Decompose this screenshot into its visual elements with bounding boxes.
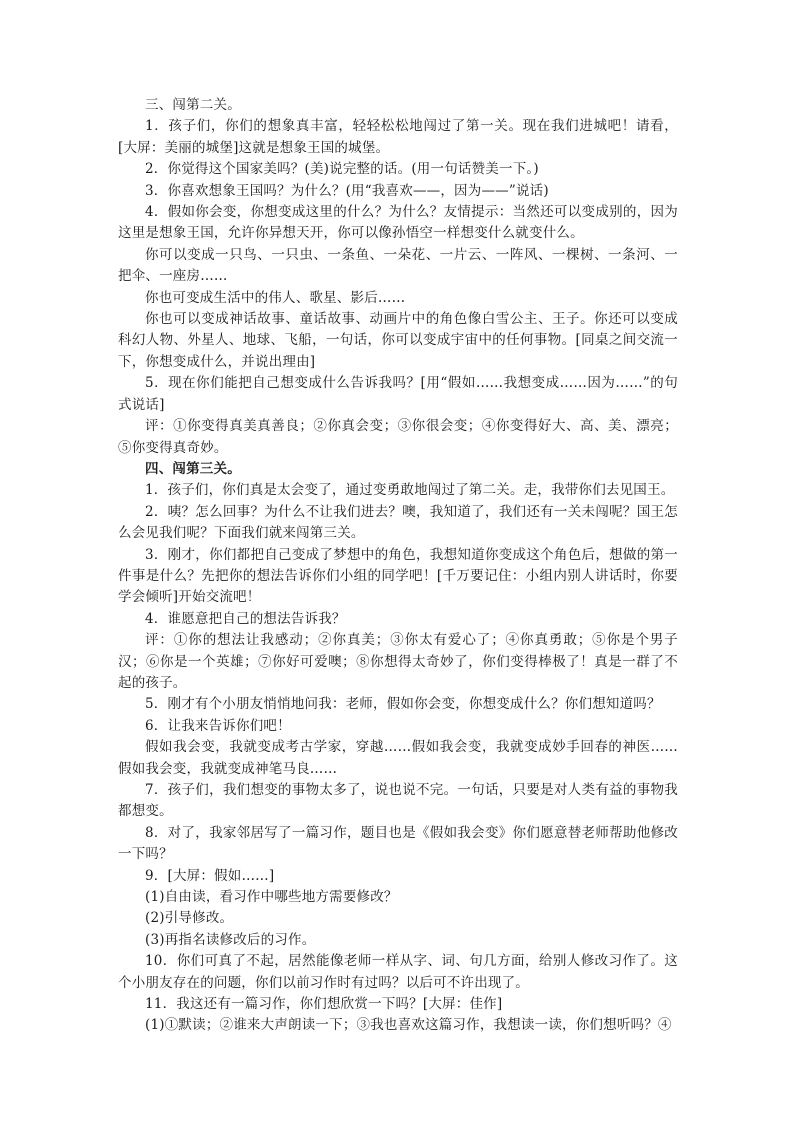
paragraph: 5．刚才有个小朋友悄悄地问我：老师，假如你会变，你想变成什么？你们想知道吗？ [145, 696, 661, 713]
paragraph: 4．假如你会变，你想变成这里的什么？为什么？友情提示：当然还可以变成别的，因为这里是想象王国，允许你异想天开，你可以像孙悟空一样想变什么就变什么。 [118, 204, 678, 242]
paragraph: 假如我会变，我就变成考古学家，穿越……假如我会变，我就变成妙手回春的神医……假如我会变，我就变成神笔马良…… [118, 739, 678, 777]
list-item: (1)自由读，看习作中哪些地方需要修改？ [145, 889, 398, 906]
paragraph: 7．孩子们，我们想变的事物太多了，说也说不完。一句话，只要是对人类有益的事物我都想变。 [118, 782, 678, 820]
list-item: (1)①默读；②谁来大声朗读一下；③我也喜欢这篇习作，我想读一读，你们想听吗？④ [145, 1017, 672, 1034]
section-heading-3: 三、闯第二关。 [145, 97, 241, 113]
paragraph: 11．我这还有一篇习作，你们想欣赏一下吗？[大屏：佳作] [145, 996, 503, 1013]
paragraph: 2．你觉得这个国家美吗？(美)说完整的话。(用一句话赞美一下。) [145, 161, 539, 178]
section-heading-4: 四、闯第三关。 [145, 460, 241, 477]
paragraph: 6．让我来告诉你们吧！ [145, 717, 291, 734]
paragraph: 8．对了，我家邻居写了一篇习作，题目也是《假如我会变》你们愿意替老师帮助他修改一下吗？ [118, 824, 678, 863]
paragraph: 你也可变成生活中的伟人、歌星、影后…… [145, 289, 406, 306]
paragraph: 1．孩子们，你们真是太会变了，通过变勇敢地闯过了第二关。走，我带你们去见国王。 [145, 482, 675, 499]
paragraph: 5．现在你们能把自己想变成什么告诉我吗？[用“假如……我想变成……因为……”的句式说话] [118, 375, 678, 413]
list-item: (2)引导修改。 [145, 910, 234, 927]
evaluation-paragraph: 评：①你变得真美真善良；②你真会变；③你很会变；④你变得好大、高、美、漂亮；⑤你变得真奇妙。 [118, 418, 678, 456]
paragraph: 2．咦？怎么回事？为什么不让我们进去？噢，我知道了，我们还有一关未闯呢？国王怎么会见我们呢？下面我们就来闯第三关。 [118, 503, 678, 542]
paragraph: 3．刚才，你们都把自己变成了梦想中的角色，我想知道你变成这个角色后，想做的第一件事是什么？先把你的想法告诉你们小组的同学吧！[千万要记住：小组内别人讲话时，你要学会倾听]开始交流吧！ [118, 546, 678, 606]
list-item: (3)再指名读修改后的习作。 [145, 931, 316, 948]
evaluation-paragraph: 评：①你的想法让我感动；②你真美；③你太有爱心了；④你真勇敢；⑤你是个男子汉；⑥你是一个英雄；⑦你好可爱噢；⑧你想得太奇妙了，你们变得棒极了！真是一群了不起的孩子。 [118, 632, 678, 691]
document-body [118, 95, 678, 1037]
paragraph: 9．[大屏：假如……] [145, 867, 275, 884]
paragraph: 3．你喜欢想象王国吗？为什么？(用“我喜欢——，因为——”说话) [145, 182, 549, 199]
paragraph: 10．你们可真了不起，居然能像老师一样从字、词、句几方面，给别人修改习作了。这个小朋友存在的问题，你们以前习作时有过吗？以后可不许出现了。 [118, 953, 678, 991]
paragraph: 你可以变成一只鸟、一只虫、一条鱼、一朵花、一片云、一阵风、一棵树、一条河、一把伞、一座房…… [118, 246, 678, 285]
paragraph: 1．孩子们，你们的想象真丰富，轻轻松松地闯过了第一关。现在我们进城吧！请看，[大屏：美丽的城堡]这就是想象王国的城堡。 [118, 118, 678, 156]
paragraph: 你也可以变成神话故事、童话故事、动画片中的角色像白雪公主、王子。你还可以变成科幻人物、外星人、地球、飞船，一句话，你可以变成宇宙中的任何事物。[同桌之间交流一下，你想变成什么，并说出理由] [118, 311, 678, 370]
paragraph: 4．谁愿意把自己的想法告诉我？ [145, 610, 346, 627]
